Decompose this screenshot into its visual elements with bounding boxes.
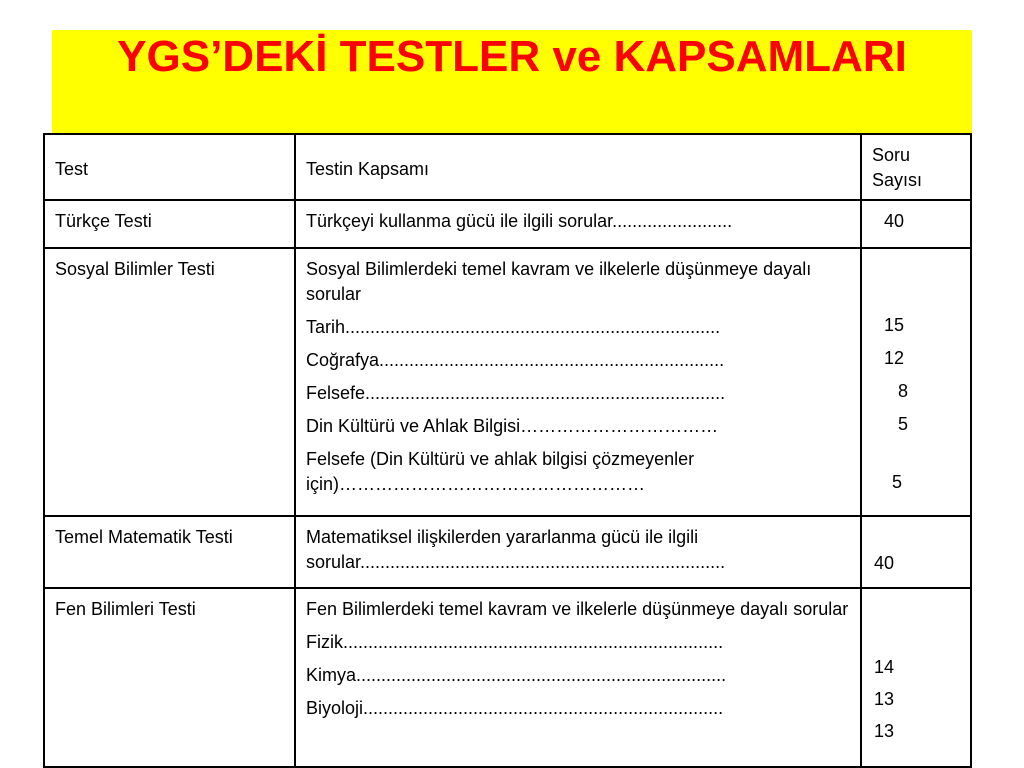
test-name-cell (44, 200, 295, 248)
table-row (44, 516, 971, 588)
page-title: YGS’DEKİ TESTLER ve KAPSAMLARI (117, 32, 907, 81)
count-value: 5 (898, 414, 909, 434)
header-count-label: Soru Sayısı (872, 145, 923, 190)
header-count (861, 134, 971, 200)
scope-line: Matematiksel ilişkilerden yararlanma gücü ile ilgili sorular......................................................................... (306, 527, 726, 572)
count-value: 40 (884, 211, 905, 231)
count-value: 15 (884, 315, 905, 335)
count-value: 40 (874, 553, 895, 573)
count-cell (861, 200, 971, 248)
scope-cell (295, 516, 861, 588)
scope-line: Kimya.......................................................................... (306, 665, 727, 685)
count-value: 8 (898, 381, 909, 401)
test-name: Türkçe Testi (55, 211, 152, 231)
count-value: 14 (874, 657, 895, 677)
header-test-label: Test (55, 159, 89, 179)
test-name: Fen Bilimleri Testi (55, 599, 196, 619)
table-row (44, 248, 971, 516)
count-value: 13 (874, 689, 895, 709)
count-value: 13 (874, 721, 895, 741)
scope-line: Din Kültürü ve Ahlak Bilgisi…………………………… (306, 416, 719, 436)
count-value: 12 (884, 348, 905, 368)
scope-line: Tarih........................................................................... (306, 317, 721, 337)
scope-line: Türkçeyi kullanma gücü ile ilgili sorular........................ (306, 211, 733, 231)
table-header-row (44, 134, 971, 200)
count-cell (861, 588, 971, 767)
scope-line: Coğrafya..................................................................... (306, 350, 725, 370)
test-name-cell (44, 588, 295, 767)
test-name-cell (44, 248, 295, 516)
count-value: 5 (892, 472, 903, 492)
scope-line: Felsefe (Din Kültürü ve ahlak bilgisi çözmeyenler için)…………………………………………… (306, 449, 695, 494)
scope-cell (295, 588, 861, 767)
scope-line: Felsefe........................................................................ (306, 383, 726, 403)
table-row (44, 200, 971, 248)
scope-line: Fen Bilimlerdeki temel kavram ve ilkelerle düşünmeye dayalı sorular (306, 599, 849, 619)
header-scope-label: Testin Kapsamı (306, 159, 430, 179)
count-cell (861, 248, 971, 516)
header-scope (295, 134, 861, 200)
test-name-cell (44, 516, 295, 588)
count-cell (861, 516, 971, 588)
test-name: Sosyal Bilimler Testi (55, 259, 215, 279)
test-name: Temel Matematik Testi (55, 527, 233, 547)
scope-line: Fizik............................................................................ (306, 632, 724, 652)
header-test (44, 134, 295, 200)
table-row (44, 588, 971, 767)
scope-cell (295, 248, 861, 516)
scope-cell (295, 200, 861, 248)
title-banner (52, 30, 972, 133)
scope-line: Sosyal Bilimlerdeki temel kavram ve ilkelerle düşünmeye dayalı sorular (306, 259, 812, 304)
scope-line: Biyoloji........................................................................ (306, 698, 724, 718)
tests-table (43, 133, 972, 768)
